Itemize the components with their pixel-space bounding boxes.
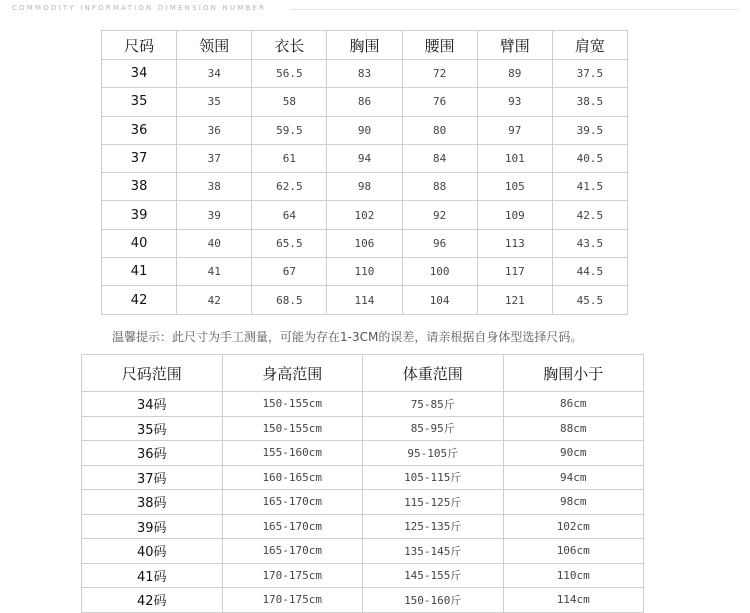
size-table-header-waist: 腰围: [402, 31, 477, 60]
table-cell: 109: [477, 201, 552, 229]
size-table-header-collar: 领围: [177, 31, 252, 60]
table-cell: 40码: [82, 539, 223, 564]
table-cell: 121: [477, 286, 552, 314]
table-cell: 170-175cm: [222, 588, 363, 613]
table-cell: 102cm: [503, 514, 644, 539]
table-cell: 165-170cm: [222, 490, 363, 515]
table-cell: 37: [177, 144, 252, 172]
table-cell: 37: [102, 144, 177, 172]
table-cell: 58: [252, 88, 327, 116]
table-cell: 34: [177, 60, 252, 88]
table-cell: 155-160cm: [222, 441, 363, 466]
table-row: [82, 563, 644, 588]
table-cell: 94: [327, 144, 402, 172]
table-cell: 44.5: [552, 258, 627, 286]
table-cell: 41: [102, 258, 177, 286]
size-table-header-shoulder: 肩宽: [552, 31, 627, 60]
table-cell: 37.5: [552, 60, 627, 88]
table-cell: 41: [177, 258, 252, 286]
size-note: 温馨提示：此尺寸为手工测量，可能为存在1-3CM的误差，请亲根据自身体型选择尺码。: [112, 330, 583, 344]
table-cell: 40: [102, 229, 177, 257]
table-cell: 35码: [82, 416, 223, 441]
size-range-table: [81, 354, 644, 613]
table-cell: 113: [477, 229, 552, 257]
table-cell: 114cm: [503, 588, 644, 613]
table-cell: 170-175cm: [222, 563, 363, 588]
table-cell: 85-95斤: [363, 416, 504, 441]
header-divider: [290, 9, 738, 10]
table-cell: 145-155斤: [363, 563, 504, 588]
table-row: [102, 258, 628, 286]
table-cell: 88cm: [503, 416, 644, 441]
table-cell: 64: [252, 201, 327, 229]
table-cell: 43.5: [552, 229, 627, 257]
table-cell: 65.5: [252, 229, 327, 257]
table-row: [102, 88, 628, 116]
table-cell: 41.5: [552, 173, 627, 201]
table-cell: 117: [477, 258, 552, 286]
table-cell: 95-105斤: [363, 441, 504, 466]
size-table-header-row: [102, 31, 628, 60]
table-cell: 35: [177, 88, 252, 116]
table-cell: 42码: [82, 588, 223, 613]
table-row: [102, 60, 628, 88]
table-cell: 75-85斤: [363, 392, 504, 417]
table-cell: 40: [177, 229, 252, 257]
table-row: [82, 441, 644, 466]
header-caption: COMMODITY INFORMATION DIMENSION NUMBER: [12, 4, 267, 12]
table-cell: 106: [327, 229, 402, 257]
table-cell: 96: [402, 229, 477, 257]
table-cell: 97: [477, 116, 552, 144]
table-cell: 150-155cm: [222, 392, 363, 417]
table-cell: 76: [402, 88, 477, 116]
table-cell: 35: [102, 88, 177, 116]
table-cell: 37码: [82, 465, 223, 490]
table-cell: 39码: [82, 514, 223, 539]
table-cell: 105-115斤: [363, 465, 504, 490]
table-row: [102, 116, 628, 144]
table-cell: 40.5: [552, 144, 627, 172]
table-cell: 98cm: [503, 490, 644, 515]
table-cell: 68.5: [252, 286, 327, 314]
table-cell: 98: [327, 173, 402, 201]
table-cell: 39: [102, 201, 177, 229]
table-cell: 89: [477, 60, 552, 88]
table-row: [102, 229, 628, 257]
table-cell: 61: [252, 144, 327, 172]
table-row: [82, 465, 644, 490]
table-row: [102, 286, 628, 314]
table-cell: 67: [252, 258, 327, 286]
range-table-header-size: 尺码范围: [82, 355, 223, 392]
table-cell: 101: [477, 144, 552, 172]
table-row: [102, 201, 628, 229]
table-cell: 115-125斤: [363, 490, 504, 515]
table-cell: 72: [402, 60, 477, 88]
size-table-header-size: 尺码: [102, 31, 177, 60]
range-table-header-weight: 体重范围: [363, 355, 504, 392]
range-table-header-row: [82, 355, 644, 392]
table-cell: 90cm: [503, 441, 644, 466]
table-cell: 110: [327, 258, 402, 286]
table-cell: 38: [102, 173, 177, 201]
table-cell: 160-165cm: [222, 465, 363, 490]
header-strip: [0, 0, 750, 16]
table-row: [82, 588, 644, 613]
table-cell: 125-135斤: [363, 514, 504, 539]
table-cell: 80: [402, 116, 477, 144]
table-cell: 105: [477, 173, 552, 201]
table-cell: 36: [177, 116, 252, 144]
table-cell: 110cm: [503, 563, 644, 588]
table-cell: 34: [102, 60, 177, 88]
table-row: [82, 539, 644, 564]
table-cell: 38: [177, 173, 252, 201]
table-cell: 102: [327, 201, 402, 229]
table-cell: 41码: [82, 563, 223, 588]
table-cell: 45.5: [552, 286, 627, 314]
table-cell: 135-145斤: [363, 539, 504, 564]
table-cell: 86cm: [503, 392, 644, 417]
table-cell: 36: [102, 116, 177, 144]
table-cell: 38.5: [552, 88, 627, 116]
table-row: [82, 490, 644, 515]
table-cell: 93: [477, 88, 552, 116]
table-cell: 165-170cm: [222, 514, 363, 539]
range-table-header-chest: 胸围小于: [503, 355, 644, 392]
table-row: [102, 144, 628, 172]
table-row: [102, 173, 628, 201]
table-cell: 150-155cm: [222, 416, 363, 441]
size-table-header-chest: 胸围: [327, 31, 402, 60]
range-table-header-height: 身高范围: [222, 355, 363, 392]
table-cell: 94cm: [503, 465, 644, 490]
table-cell: 38码: [82, 490, 223, 515]
table-cell: 100: [402, 258, 477, 286]
table-cell: 92: [402, 201, 477, 229]
table-cell: 114: [327, 286, 402, 314]
table-row: [82, 514, 644, 539]
table-cell: 42.5: [552, 201, 627, 229]
table-cell: 106cm: [503, 539, 644, 564]
table-cell: 83: [327, 60, 402, 88]
table-cell: 36码: [82, 441, 223, 466]
table-cell: 42: [177, 286, 252, 314]
size-table-header-arm: 臂围: [477, 31, 552, 60]
table-cell: 150-160斤: [363, 588, 504, 613]
size-measurement-table: [101, 30, 628, 315]
table-cell: 59.5: [252, 116, 327, 144]
table-cell: 86: [327, 88, 402, 116]
table-cell: 104: [402, 286, 477, 314]
table-cell: 39: [177, 201, 252, 229]
table-cell: 56.5: [252, 60, 327, 88]
table-cell: 165-170cm: [222, 539, 363, 564]
table-cell: 39.5: [552, 116, 627, 144]
table-cell: 90: [327, 116, 402, 144]
table-cell: 84: [402, 144, 477, 172]
table-cell: 88: [402, 173, 477, 201]
table-cell: 42: [102, 286, 177, 314]
table-cell: 62.5: [252, 173, 327, 201]
table-row: [82, 392, 644, 417]
table-cell: 34码: [82, 392, 223, 417]
size-table-header-length: 衣长: [252, 31, 327, 60]
table-row: [82, 416, 644, 441]
